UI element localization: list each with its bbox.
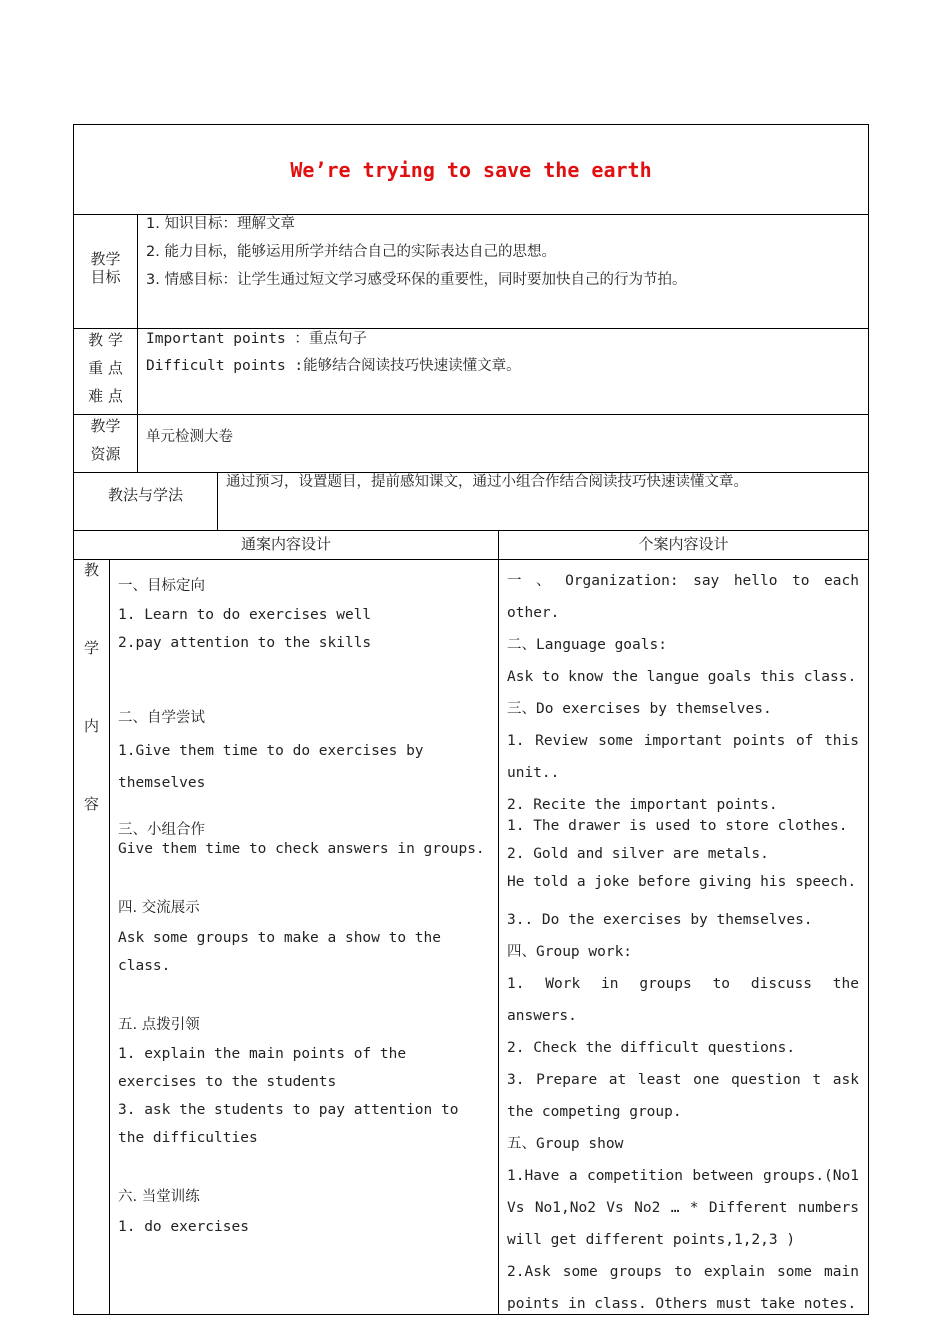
resources-value: 单元检测大卷 bbox=[146, 429, 233, 445]
word: each bbox=[824, 573, 859, 589]
section-title: 二、自学尝试 bbox=[118, 710, 205, 726]
label-line: 教学 bbox=[90, 417, 121, 435]
section-title: 四、Group work: bbox=[507, 944, 633, 960]
word: * bbox=[689, 1200, 699, 1216]
label-line: 难 点 bbox=[88, 387, 123, 405]
word: main bbox=[824, 1264, 859, 1280]
word: the bbox=[832, 976, 859, 992]
objectives-label bbox=[74, 250, 137, 286]
text-line: 2. Check the difficult questions. bbox=[507, 1040, 796, 1056]
justified-line bbox=[507, 572, 859, 590]
objective-item: 1. 知识目标：理解文章 bbox=[146, 216, 295, 232]
individual-design-header: 个案内容设计 bbox=[638, 535, 729, 553]
text-line: other. bbox=[507, 605, 560, 621]
justified-line bbox=[507, 975, 859, 993]
word: 2.Ask bbox=[507, 1264, 551, 1280]
word: some bbox=[777, 1264, 812, 1280]
label-line: 教 学 bbox=[88, 331, 123, 349]
list-item: class. bbox=[118, 958, 171, 974]
label-line: 重 点 bbox=[88, 359, 123, 377]
list-item: 2.pay attention to the skills bbox=[118, 635, 372, 651]
content-label-char: 内 bbox=[83, 717, 99, 735]
word: question bbox=[730, 1072, 801, 1088]
text-line: will get different points,1,2,3 ) bbox=[507, 1232, 796, 1248]
text-line: 2. Gold and silver are metals. bbox=[507, 846, 769, 862]
text-line: the competing group. bbox=[507, 1104, 682, 1120]
word: ask bbox=[832, 1072, 859, 1088]
word: Review bbox=[535, 733, 588, 749]
word: to bbox=[792, 573, 810, 589]
key-points-label bbox=[74, 326, 137, 410]
section-title: 三、小组合作 bbox=[118, 822, 205, 838]
section-title: 四. 交流展示 bbox=[118, 900, 200, 916]
word: groups bbox=[609, 1264, 663, 1280]
list-item: Give them time to check answers in groups. bbox=[118, 841, 485, 857]
word: Organization: bbox=[565, 573, 679, 589]
word: one bbox=[693, 1072, 720, 1088]
word: to bbox=[674, 1264, 692, 1280]
column-divider bbox=[498, 530, 499, 1315]
word: No2 bbox=[634, 1200, 661, 1216]
word: Vs bbox=[606, 1200, 624, 1216]
justified-line bbox=[507, 732, 859, 750]
list-item: 1.Give them time to do exercises by bbox=[118, 743, 424, 759]
word: groups.(No1 bbox=[762, 1168, 859, 1184]
methods-label: 教法与学法 bbox=[107, 486, 183, 504]
word: 1. bbox=[507, 733, 525, 749]
text-line: unit.. bbox=[507, 765, 560, 781]
label-line: 资源 bbox=[90, 445, 121, 463]
word: to bbox=[712, 976, 731, 992]
word: some bbox=[562, 1264, 598, 1280]
important-points: Important points ：重点句子 bbox=[146, 331, 367, 347]
list-item: themselves bbox=[118, 775, 206, 791]
word: this bbox=[824, 733, 859, 749]
word: least bbox=[637, 1072, 682, 1088]
objective-item: 3. 情感目标：让学生通过短文学习感受环保的重要性，同时要加快自己的行为节拍。 bbox=[146, 272, 687, 288]
page-title: We’re trying to save the earth bbox=[290, 158, 652, 182]
list-item: 1. Learn to do exercises well bbox=[118, 607, 372, 623]
word: hello bbox=[733, 573, 778, 589]
word: 3. bbox=[507, 1072, 525, 1088]
word: points bbox=[732, 733, 786, 749]
list-item: 1. explain the main points of the bbox=[118, 1046, 407, 1062]
difficult-points: Difficult points :能够结合阅读技巧快速读懂文章。 bbox=[146, 358, 521, 374]
text-line: 1. The drawer is used to store clothes. bbox=[507, 818, 848, 834]
section-title: 一、目标定向 bbox=[118, 578, 205, 594]
justified-line bbox=[507, 1199, 859, 1217]
list-item: exercises to the students bbox=[118, 1074, 337, 1090]
text-line: He told a joke before giving his speech. bbox=[507, 874, 857, 890]
word: groups bbox=[639, 976, 692, 992]
word: some bbox=[598, 733, 634, 749]
word: at bbox=[608, 1072, 627, 1088]
word: a bbox=[568, 1168, 578, 1184]
common-design-header: 通案内容设计 bbox=[240, 535, 331, 553]
word: between bbox=[692, 1168, 754, 1184]
word: numbers bbox=[797, 1200, 859, 1216]
list-item: 1. do exercises bbox=[118, 1219, 249, 1235]
methods-value: 通过预习，设置题目，提前感知课文，通过小组合作结合阅读技巧快速读懂文章。 bbox=[226, 474, 748, 490]
section-title: 三、Do exercises by themselves. bbox=[507, 701, 772, 717]
text-line: 2. Recite the important points. bbox=[507, 797, 778, 813]
section-title: 六. 当堂训练 bbox=[118, 1189, 200, 1205]
text-line: points in class. Others must take notes. bbox=[507, 1296, 857, 1312]
word: No1,No2 bbox=[534, 1200, 596, 1216]
row-divider bbox=[73, 559, 869, 560]
objective-item: 2. 能力目标，能够运用所学并结合自己的实际表达自己的思想。 bbox=[146, 244, 556, 260]
word: important bbox=[643, 733, 723, 749]
text-line: 3.. Do the exercises by themselves. bbox=[507, 912, 813, 928]
column-divider bbox=[137, 214, 138, 472]
word: 1. bbox=[507, 976, 525, 992]
word: of bbox=[795, 733, 814, 749]
content-label-char: 学 bbox=[83, 639, 99, 657]
justified-line bbox=[507, 1263, 859, 1281]
word: discuss bbox=[750, 976, 812, 992]
word: explain bbox=[703, 1264, 765, 1280]
word: in bbox=[601, 976, 619, 992]
resources-label bbox=[74, 412, 137, 468]
word: Work bbox=[545, 976, 581, 992]
list-item: the difficulties bbox=[118, 1130, 258, 1146]
justified-line bbox=[507, 1167, 859, 1185]
word: … bbox=[670, 1200, 680, 1216]
section-title: 五、Group show bbox=[507, 1136, 624, 1152]
row-divider bbox=[73, 414, 869, 415]
word: 、 bbox=[536, 573, 551, 589]
word: 1.Have bbox=[507, 1168, 560, 1184]
list-item: Ask some groups to make a show to the bbox=[118, 930, 442, 946]
text-line: Ask to know the langue goals this class. bbox=[507, 669, 857, 685]
column-divider bbox=[217, 472, 218, 530]
word: say bbox=[693, 573, 720, 589]
text-line: answers. bbox=[507, 1008, 577, 1024]
justified-line bbox=[507, 1071, 859, 1089]
word: Different bbox=[708, 1200, 788, 1216]
word: t bbox=[812, 1072, 822, 1088]
word: Prepare bbox=[536, 1072, 598, 1088]
label-line: 教学 bbox=[90, 250, 121, 268]
word: 一 bbox=[507, 573, 522, 589]
column-divider bbox=[109, 559, 110, 1315]
content-label-char: 教 bbox=[83, 561, 99, 579]
word: Vs bbox=[507, 1200, 525, 1216]
word: competition bbox=[586, 1168, 683, 1184]
section-title: 五. 点拨引领 bbox=[118, 1017, 200, 1033]
section-title: 二、Language goals: bbox=[507, 637, 667, 653]
list-item: 3. ask the students to pay attention to bbox=[118, 1102, 459, 1118]
row-divider bbox=[73, 328, 869, 329]
content-label-char: 容 bbox=[83, 795, 99, 813]
label-line: 目标 bbox=[90, 268, 121, 286]
